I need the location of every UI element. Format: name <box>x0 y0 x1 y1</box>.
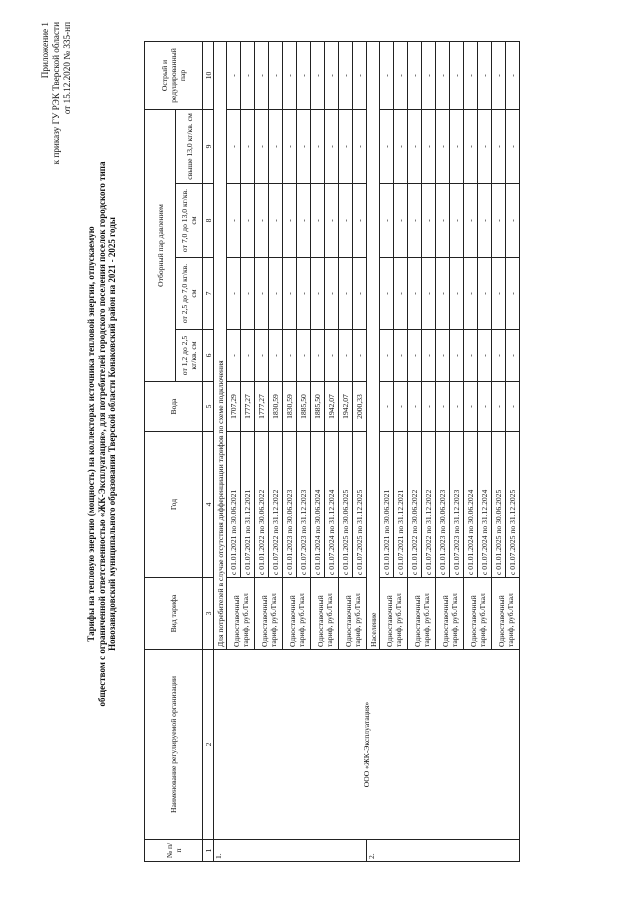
document-title <box>86 34 118 834</box>
water-value-cell: 1830,59 <box>283 382 297 432</box>
period-cell: с 01.01.2022 по 30.06.2022 <box>408 432 422 578</box>
steam-value-cell: - <box>227 330 241 382</box>
tariff-type-cell: Одноставочный тариф, руб./Гкал <box>436 578 464 650</box>
steam-value-cell: - <box>283 184 297 258</box>
water-value-cell: - <box>408 382 422 432</box>
section-label: Население <box>367 41 380 649</box>
steam-value-cell: - <box>464 258 478 330</box>
steam-value-cell: - <box>394 330 408 382</box>
appendix-block <box>40 22 73 164</box>
period-cell: с 01.07.2021 по 31.12.2021 <box>394 432 408 578</box>
steam-value-cell: - <box>492 109 506 183</box>
period-cell: с 01.01.2022 по 30.06.2022 <box>255 432 269 578</box>
steam-value-cell: - <box>311 330 325 382</box>
steam-value-cell: - <box>339 41 353 109</box>
steam-value-cell: - <box>394 41 408 109</box>
steam-value-cell: - <box>255 258 269 330</box>
steam-value-cell: - <box>339 330 353 382</box>
period-cell: с 01.01.2023 по 30.06.2023 <box>436 432 450 578</box>
steam-value-cell: - <box>339 184 353 258</box>
column-number-cell: 4 <box>203 432 214 578</box>
steam-value-cell: - <box>492 258 506 330</box>
column-number-cell: 6 <box>203 330 214 382</box>
water-value-cell: 1885,50 <box>297 382 311 432</box>
tariff-table <box>144 41 520 862</box>
steam-value-cell: - <box>255 109 269 183</box>
steam-value-cell: - <box>241 184 255 258</box>
steam-value-cell: - <box>450 258 464 330</box>
steam-value-cell: - <box>506 258 520 330</box>
period-cell: с 01.01.2025 по 30.06.2025 <box>492 432 506 578</box>
period-cell: с 01.01.2024 по 30.06.2024 <box>311 432 325 578</box>
steam-value-cell: - <box>269 258 283 330</box>
steam-value-cell: - <box>353 258 367 330</box>
steam-value-cell: - <box>422 184 436 258</box>
steam-value-cell: - <box>241 41 255 109</box>
steam-value-cell: - <box>450 41 464 109</box>
steam-value-cell: - <box>492 41 506 109</box>
steam-value-cell: - <box>408 109 422 183</box>
steam-value-cell: - <box>283 41 297 109</box>
steam-value-cell: - <box>478 330 492 382</box>
title-line-1: Тарифы на тепловую энергию (мощность) на коллекторах источника тепловой энергии, отпускаемую <box>86 226 96 642</box>
steam-value-cell: - <box>450 184 464 258</box>
steam-value-cell: - <box>408 41 422 109</box>
section-label: Для потребителей в случае отсутствия дифференциации тарифов по схеме подключения <box>214 41 227 649</box>
column-number-cell: 10 <box>203 41 214 109</box>
steam-value-cell: - <box>380 109 394 183</box>
steam-value-cell: - <box>436 258 450 330</box>
tariff-type-cell: Одноставочный тариф, руб./Гкал <box>408 578 436 650</box>
steam-value-cell: - <box>506 184 520 258</box>
steam-value-cell: - <box>311 41 325 109</box>
steam-value-cell: - <box>297 330 311 382</box>
steam-value-cell: - <box>353 184 367 258</box>
steam-value-cell: - <box>408 258 422 330</box>
steam-value-cell: - <box>478 258 492 330</box>
period-cell: с 01.07.2024 по 31.12.2024 <box>325 432 339 578</box>
water-value-cell: 1942,07 <box>325 382 339 432</box>
org-name-cell: ООО «ЖК-Эксплуатация» <box>214 650 520 840</box>
water-value-cell: - <box>394 382 408 432</box>
steam-value-cell: - <box>269 330 283 382</box>
column-number-cell: 3 <box>203 578 214 650</box>
steam-value-cell: - <box>297 258 311 330</box>
steam-value-cell: - <box>339 258 353 330</box>
steam-value-cell: - <box>255 184 269 258</box>
steam-value-cell: - <box>380 330 394 382</box>
steam-value-cell: - <box>353 41 367 109</box>
tariff-type-cell: Одноставочный тариф, руб./Гкал <box>311 578 339 650</box>
water-value-cell: - <box>422 382 436 432</box>
period-cell: с 01.01.2025 по 30.06.2025 <box>339 432 353 578</box>
water-value-cell: 1830,59 <box>269 382 283 432</box>
steam-value-cell: - <box>283 330 297 382</box>
header-pressure-1: от 1,2 до 2,5 кг/кв. см <box>176 330 203 382</box>
tariff-type-cell: Одноставочный тариф, руб./Гкал <box>380 578 408 650</box>
steam-value-cell: - <box>380 41 394 109</box>
steam-value-cell: - <box>422 41 436 109</box>
tariff-type-cell: Одноставочный тариф, руб./Гкал <box>464 578 492 650</box>
column-number-cell: 2 <box>203 650 214 840</box>
column-number-cell: 7 <box>203 258 214 330</box>
steam-value-cell: - <box>227 109 241 183</box>
steam-value-cell: - <box>464 330 478 382</box>
steam-value-cell: - <box>492 184 506 258</box>
steam-value-cell: - <box>380 184 394 258</box>
period-cell: с 01.01.2021 по 30.06.2021 <box>380 432 394 578</box>
steam-value-cell: - <box>227 41 241 109</box>
header-steam-group: Отборный пар давлением <box>145 109 176 381</box>
steam-value-cell: - <box>325 41 339 109</box>
period-cell: с 01.07.2023 по 31.12.2023 <box>297 432 311 578</box>
water-value-cell: - <box>436 382 450 432</box>
column-numbers-row <box>203 41 214 861</box>
steam-value-cell: - <box>241 258 255 330</box>
steam-value-cell: - <box>269 41 283 109</box>
steam-value-cell: - <box>311 184 325 258</box>
header-num: № п/п <box>145 840 203 862</box>
steam-value-cell: - <box>255 330 269 382</box>
steam-value-cell: - <box>297 109 311 183</box>
table-body <box>214 41 520 861</box>
tariff-type-cell: Одноставочный тариф, руб./Гкал <box>339 578 367 650</box>
water-value-cell: 1942,07 <box>339 382 353 432</box>
steam-value-cell: - <box>436 330 450 382</box>
period-cell: с 01.01.2024 по 30.06.2024 <box>464 432 478 578</box>
appendix-line-1: Приложение 1 <box>40 22 50 79</box>
steam-value-cell: - <box>408 330 422 382</box>
column-number-cell: 5 <box>203 382 214 432</box>
period-cell: с 01.07.2022 по 31.12.2022 <box>269 432 283 578</box>
column-number-cell: 1 <box>203 840 214 862</box>
steam-value-cell: - <box>297 41 311 109</box>
steam-value-cell: - <box>353 330 367 382</box>
steam-value-cell: - <box>297 184 311 258</box>
steam-value-cell: - <box>325 258 339 330</box>
steam-value-cell: - <box>325 109 339 183</box>
tariff-type-cell: Одноставочный тариф, руб./Гкал <box>227 578 255 650</box>
steam-value-cell: - <box>241 330 255 382</box>
water-value-cell: - <box>478 382 492 432</box>
steam-value-cell: - <box>283 258 297 330</box>
steam-value-cell: - <box>450 330 464 382</box>
steam-value-cell: - <box>353 109 367 183</box>
steam-value-cell: - <box>422 109 436 183</box>
header-pressure-3: от 7,0 до 13,0 кг/кв. см <box>176 184 203 258</box>
period-cell: с 01.07.2023 по 31.12.2023 <box>450 432 464 578</box>
steam-value-cell: - <box>436 184 450 258</box>
header-water: Вода <box>145 382 203 432</box>
steam-value-cell: - <box>464 109 478 183</box>
header-type: Вид тарифа <box>145 578 203 650</box>
steam-value-cell: - <box>506 109 520 183</box>
steam-value-cell: - <box>227 184 241 258</box>
steam-value-cell: - <box>436 109 450 183</box>
title-line-2: обществом с ограниченной ответственностью «ЖК-Эксплуатация», для потребителей городского поселения поселок городского типа <box>96 161 107 707</box>
header-sharp-steam: Острый и редуцированный пар <box>145 41 203 109</box>
steam-value-cell: - <box>227 258 241 330</box>
column-number-cell: 9 <box>203 109 214 183</box>
steam-value-cell: - <box>450 109 464 183</box>
water-value-cell: - <box>506 382 520 432</box>
steam-value-cell: - <box>311 109 325 183</box>
steam-value-cell: - <box>394 258 408 330</box>
tariff-type-cell: Одноставочный тариф, руб./Гкал <box>283 578 311 650</box>
section-row <box>214 41 227 861</box>
steam-value-cell: - <box>394 109 408 183</box>
steam-value-cell: - <box>492 330 506 382</box>
steam-value-cell: - <box>478 41 492 109</box>
header-org: Наименование регулируемой организации <box>145 650 203 840</box>
title-line-3: Новозавидовский муниципального образования Тверской области Конаковский район на 2021 - 2025 годы <box>107 217 118 651</box>
header-pressure-2: от 2,5 до 7,0 кг/кв. см <box>176 258 203 330</box>
water-value-cell: - <box>492 382 506 432</box>
steam-value-cell: - <box>464 41 478 109</box>
appendix-line-3: от 15.12.2020 № 335-нп <box>62 22 72 115</box>
section-number: 1. <box>214 840 367 862</box>
steam-value-cell: - <box>269 184 283 258</box>
steam-value-cell: - <box>464 184 478 258</box>
steam-value-cell: - <box>380 258 394 330</box>
steam-value-cell: - <box>436 41 450 109</box>
period-cell: с 01.07.2022 по 31.12.2022 <box>422 432 436 578</box>
steam-value-cell: - <box>408 184 422 258</box>
water-value-cell: 1707,29 <box>227 382 241 432</box>
steam-value-cell: - <box>283 109 297 183</box>
steam-value-cell: - <box>241 109 255 183</box>
steam-value-cell: - <box>506 330 520 382</box>
column-number-cell: 8 <box>203 184 214 258</box>
steam-value-cell: - <box>339 109 353 183</box>
period-cell: с 01.01.2021 по 30.06.2021 <box>227 432 241 578</box>
water-value-cell: 2000,33 <box>353 382 367 432</box>
water-value-cell: - <box>464 382 478 432</box>
steam-value-cell: - <box>255 41 269 109</box>
period-cell: с 01.07.2024 по 31.12.2024 <box>478 432 492 578</box>
steam-value-cell: - <box>422 330 436 382</box>
period-cell: с 01.07.2025 по 31.12.2025 <box>506 432 520 578</box>
period-cell: с 01.07.2021 по 31.12.2021 <box>241 432 255 578</box>
water-value-cell: 1885,50 <box>311 382 325 432</box>
tariff-type-cell: Одноставочный тариф, руб./Гкал <box>492 578 520 650</box>
steam-value-cell: - <box>325 330 339 382</box>
steam-value-cell: - <box>394 184 408 258</box>
period-cell: с 01.07.2025 по 31.12.2025 <box>353 432 367 578</box>
water-value-cell: 1777,27 <box>255 382 269 432</box>
steam-value-cell: - <box>506 41 520 109</box>
appendix-line-2: к приказу ГУ РЭК Тверской области <box>51 22 61 165</box>
steam-value-cell: - <box>478 109 492 183</box>
steam-value-cell: - <box>478 184 492 258</box>
section-number: 2. <box>367 840 520 862</box>
header-year: Год <box>145 432 203 578</box>
water-value-cell: 1777,27 <box>241 382 255 432</box>
water-value-cell: - <box>380 382 394 432</box>
steam-value-cell: - <box>311 258 325 330</box>
header-pressure-4: свыше 13,0 кг/кв. см <box>176 109 203 183</box>
steam-value-cell: - <box>422 258 436 330</box>
water-value-cell: - <box>450 382 464 432</box>
steam-value-cell: - <box>269 109 283 183</box>
steam-value-cell: - <box>325 184 339 258</box>
tariff-type-cell: Одноставочный тариф, руб./Гкал <box>255 578 283 650</box>
period-cell: с 01.01.2023 по 30.06.2023 <box>283 432 297 578</box>
